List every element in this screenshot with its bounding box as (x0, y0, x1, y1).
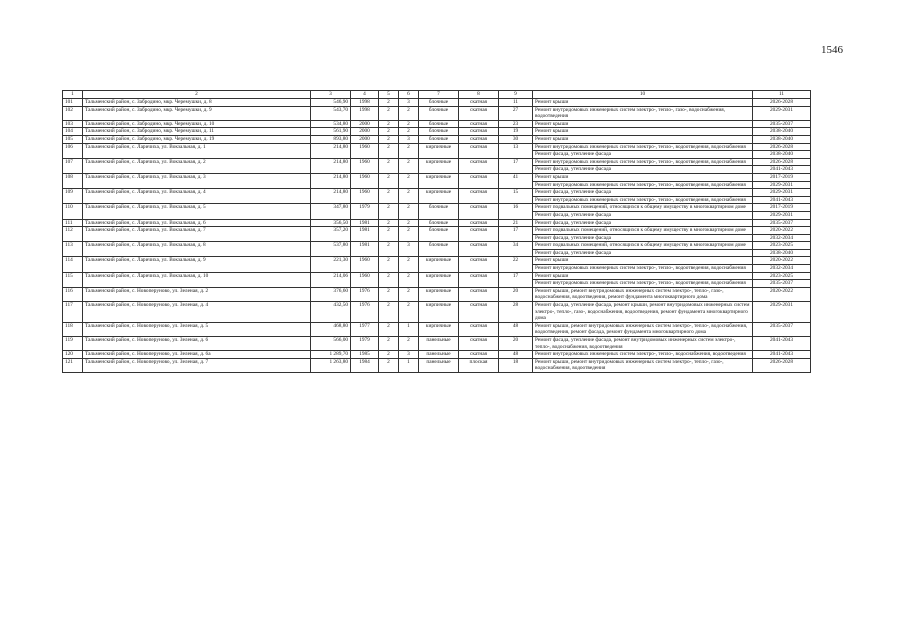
address-cell: Тальменский район, с. Ларичиха, ул. Вокзальная, д. 4 (83, 189, 311, 204)
row-number: 112 (63, 227, 83, 242)
area-cell: 357,20 (311, 227, 351, 242)
year-cell: 1960 (351, 143, 379, 158)
apartments-cell: 21 (499, 219, 533, 227)
work-type-cell: Ремонт фасада, утепление фасада, ремонт крыши, ремонт внутридомовых инженерных систем электро-, тепло-, газо-, водоснабжения, водоотведения, ремонт фундамента многоквартирного дома (533, 302, 753, 323)
row-number: 115 (63, 272, 83, 287)
roof-type-cell: скатная (459, 204, 499, 219)
header-cell: 1 (63, 91, 83, 99)
year-cell: 1981 (351, 242, 379, 257)
year-cell: 1960 (351, 257, 379, 272)
floors-cell: 2 (379, 158, 399, 173)
address-cell: Тальменский район, с. Ларичиха, ул. Вокзальная, д. 6 (83, 219, 311, 227)
entrances-cell: 2 (399, 272, 419, 287)
apartments-cell: 11 (499, 99, 533, 107)
wall-material-cell: панельные (419, 358, 459, 372)
roof-type-cell: скатная (459, 106, 499, 120)
apartments-cell: 27 (499, 106, 533, 120)
work-type-cell: Ремонт крыши, ремонт внутридомовых инженерных систем электро-, тепло-, водоснабжения, водоотведения, ремонт фасада, ремонт фундамента многоквартирного дома (533, 322, 753, 336)
work-type-cell: Ремонт фасада, утепление фасада (533, 189, 753, 197)
apartments-cell: 30 (499, 135, 533, 143)
floors-cell: 2 (379, 120, 399, 128)
wall-material-cell: блочные (419, 242, 459, 257)
period-cell: 2035-2037 (753, 322, 811, 336)
area-cell: 468,80 (311, 322, 351, 336)
row-number: 107 (63, 158, 83, 173)
floors-cell: 2 (379, 128, 399, 136)
row-number: 105 (63, 135, 83, 143)
entrances-cell: 2 (399, 120, 419, 128)
entrances-cell: 2 (399, 302, 419, 323)
work-type-cell: Ремонт подвальных помещений, относящихся к общему имуществу в многоквартирном доме (533, 242, 753, 250)
row-number: 101 (63, 99, 83, 107)
period-cell: 2029-2031 (753, 106, 811, 120)
table-row (63, 189, 811, 197)
roof-type-cell: скатная (459, 287, 499, 301)
period-cell: 2026-2028 (753, 143, 811, 151)
work-type-cell: Ремонт крыши (533, 128, 753, 136)
roof-type-cell: скатная (459, 227, 499, 242)
area-cell: 356,50 (311, 219, 351, 227)
work-type-cell: Ремонт внутридомовых инженерных систем электро-, тепло-, водоотведения, водоснабжения (533, 158, 753, 166)
year-cell: 1998 (351, 106, 379, 120)
address-cell: Тальменский район, с. Новоперуново, ул. Зеленая, д. 7 (83, 358, 311, 372)
year-cell: 1981 (351, 227, 379, 242)
work-type-cell: Ремонт крыши, ремонт внутридомовых инженерных систем электро-, тепло-, газо-, водоснабжения, водоотведения (533, 358, 753, 372)
table-row (63, 99, 811, 107)
area-cell: 546,90 (311, 99, 351, 107)
area-cell: 214,80 (311, 189, 351, 204)
row-number: 114 (63, 257, 83, 272)
roof-type-cell: скатная (459, 302, 499, 323)
table-row (63, 204, 811, 212)
wall-material-cell: кирпичные (419, 173, 459, 188)
row-number: 120 (63, 351, 83, 359)
area-cell: 432,50 (311, 302, 351, 323)
year-cell: 1976 (351, 302, 379, 323)
area-cell: 214,80 (311, 143, 351, 158)
year-cell: 1984 (351, 358, 379, 372)
roof-type-cell: скатная (459, 351, 499, 359)
work-type-cell: Ремонт подвальных помещений, относящихся к общему имуществу в многоквартирном доме (533, 227, 753, 235)
area-cell: 561,90 (311, 128, 351, 136)
header-cell: 8 (459, 91, 499, 99)
work-type-cell: Ремонт крыши (533, 120, 753, 128)
year-cell: 2000 (351, 135, 379, 143)
year-cell: 2000 (351, 120, 379, 128)
header-cell: 7 (419, 91, 459, 99)
address-cell: Тальменский район, с. Ларичиха, ул. Вокзальная, д. 1 (83, 143, 311, 158)
period-cell: 2035-2037 (753, 280, 811, 288)
entrances-cell: 2 (399, 189, 419, 204)
year-cell: 1981 (351, 219, 379, 227)
page-number: 1546 (821, 44, 843, 56)
table-row (63, 120, 811, 128)
row-number: 109 (63, 189, 83, 204)
work-type-cell: Ремонт фасада, утепление фасада (533, 249, 753, 257)
wall-material-cell: кирпичные (419, 302, 459, 323)
wall-material-cell: кирпичные (419, 257, 459, 272)
work-type-cell: Ремонт фасада, утепление фасада (533, 166, 753, 174)
period-cell: 2026-2028 (753, 158, 811, 166)
table-row (63, 257, 811, 265)
roof-type-cell: скатная (459, 120, 499, 128)
period-cell: 2035-2037 (753, 219, 811, 227)
table-row (63, 158, 811, 166)
area-cell: 347,80 (311, 204, 351, 219)
floors-cell: 2 (379, 351, 399, 359)
roof-type-cell: скатная (459, 272, 499, 287)
row-number: 116 (63, 287, 83, 301)
wall-material-cell: кирпичные (419, 272, 459, 287)
period-cell: 2038-2040 (753, 151, 811, 159)
roof-type-cell: скатная (459, 143, 499, 158)
year-cell: 1979 (351, 337, 379, 351)
entrances-cell: 1 (399, 322, 419, 336)
apartments-cell: 13 (499, 143, 533, 158)
row-number: 104 (63, 128, 83, 136)
year-cell: 1998 (351, 99, 379, 107)
work-type-cell: Ремонт крыши (533, 173, 753, 181)
apartments-cell: 17 (499, 158, 533, 173)
wall-material-cell: блочные (419, 99, 459, 107)
roof-type-cell: скатная (459, 257, 499, 272)
year-cell: 1985 (351, 351, 379, 359)
period-cell: 2041-2043 (753, 166, 811, 174)
roof-type-cell: скатная (459, 322, 499, 336)
work-type-cell: Ремонт фасада, утепление фасада (533, 219, 753, 227)
area-cell: 537,80 (311, 242, 351, 257)
address-cell: Тальменский район, с. Ларичиха, ул. Вокзальная, д. 2 (83, 158, 311, 173)
address-cell: Тальменский район, с. Забродино, мкр. Черемушки, д. 19 (83, 135, 311, 143)
area-cell: 376,60 (311, 287, 351, 301)
entrances-cell: 3 (399, 99, 419, 107)
header-cell: 6 (399, 91, 419, 99)
table-row (63, 322, 811, 336)
row-number: 103 (63, 120, 83, 128)
header-cell: 3 (311, 91, 351, 99)
period-cell: 2029-2031 (753, 211, 811, 219)
overhaul-table (62, 90, 811, 373)
floors-cell: 2 (379, 337, 399, 351)
area-cell: 534,80 (311, 120, 351, 128)
period-cell: 2038-2040 (753, 128, 811, 136)
apartments-cell: 15 (499, 189, 533, 204)
wall-material-cell: блочные (419, 135, 459, 143)
period-cell: 2029-2031 (753, 181, 811, 189)
address-cell: Тальменский район, с. Новоперуново, ул. Зеленая, д. 5 (83, 322, 311, 336)
row-number: 110 (63, 204, 83, 219)
header-cell: 10 (533, 91, 753, 99)
work-type-cell: Ремонт внутридомовых инженерных систем электро-, тепло-, газо-, водоснабжения, водоотведения (533, 106, 753, 120)
wall-material-cell: блочные (419, 120, 459, 128)
table-body (63, 91, 811, 373)
apartments-cell: 17 (499, 227, 533, 242)
roof-type-cell: скатная (459, 242, 499, 257)
table-row (63, 358, 811, 372)
entrances-cell: 2 (399, 128, 419, 136)
table-row (63, 302, 811, 323)
period-cell: 2023-2025 (753, 272, 811, 280)
table-row (63, 351, 811, 359)
floors-cell: 2 (379, 358, 399, 372)
entrances-cell: 2 (399, 173, 419, 188)
wall-material-cell: панельные (419, 351, 459, 359)
work-type-cell: Ремонт фасада, утепление фасада (533, 211, 753, 219)
wall-material-cell: кирпичные (419, 143, 459, 158)
address-cell: Тальменский район, с. Новоперуново, ул. Зеленая, д. 6а (83, 351, 311, 359)
address-cell: Тальменский район, с. Ларичиха, ул. Вокзальная, д. 7 (83, 227, 311, 242)
table-row (63, 272, 811, 280)
entrances-cell: 2 (399, 204, 419, 219)
table-row (63, 173, 811, 181)
floors-cell: 2 (379, 106, 399, 120)
roof-type-cell: плоская (459, 358, 499, 372)
table-row (63, 242, 811, 250)
wall-material-cell: блочные (419, 219, 459, 227)
period-cell: 2017-2019 (753, 204, 811, 212)
apartments-cell: 28 (499, 302, 533, 323)
roof-type-cell: скатная (459, 189, 499, 204)
period-cell: 2032-2034 (753, 234, 811, 242)
apartments-cell: 17 (499, 272, 533, 287)
entrances-cell: 2 (399, 158, 419, 173)
floors-cell: 2 (379, 227, 399, 242)
area-cell: 221,30 (311, 257, 351, 272)
row-number: 117 (63, 302, 83, 323)
row-number: 113 (63, 242, 83, 257)
table-row (63, 135, 811, 143)
period-cell: 2020-2022 (753, 257, 811, 265)
row-number: 121 (63, 358, 83, 372)
roof-type-cell: скатная (459, 173, 499, 188)
period-cell: 2038-2040 (753, 249, 811, 257)
apartments-cell: 48 (499, 351, 533, 359)
year-cell: 1979 (351, 204, 379, 219)
entrances-cell: 2 (399, 219, 419, 227)
roof-type-cell: скатная (459, 128, 499, 136)
entrances-cell: 3 (399, 135, 419, 143)
period-cell: 2029-2031 (753, 189, 811, 197)
row-number: 102 (63, 106, 83, 120)
floors-cell: 2 (379, 204, 399, 219)
entrances-cell: 2 (399, 287, 419, 301)
entrances-cell: 2 (399, 227, 419, 242)
floors-cell: 2 (379, 99, 399, 107)
address-cell: Тальменский район, с. Забродино, мкр. Черемушки, д. 10 (83, 120, 311, 128)
table-row (63, 227, 811, 235)
roof-type-cell: скатная (459, 219, 499, 227)
wall-material-cell: блочные (419, 106, 459, 120)
apartments-cell: 41 (499, 173, 533, 188)
area-cell: 543,70 (311, 106, 351, 120)
area-cell: 214,06 (311, 272, 351, 287)
year-cell: 1960 (351, 189, 379, 204)
apartments-cell: 23 (499, 120, 533, 128)
entrances-cell: 2 (399, 257, 419, 272)
address-cell: Тальменский район, с. Ларичиха, ул. Вокзальная, д. 5 (83, 204, 311, 219)
work-type-cell: Ремонт фасада, утепление фасада (533, 151, 753, 159)
row-number: 119 (63, 337, 83, 351)
period-cell: 2017-2019 (753, 173, 811, 181)
row-number: 106 (63, 143, 83, 158)
period-cell: 2038-2040 (753, 135, 811, 143)
floors-cell: 2 (379, 242, 399, 257)
address-cell: Тальменский район, с. Ларичиха, ул. Вокзальная, д. 8 (83, 242, 311, 257)
period-cell: 2029-2031 (753, 302, 811, 323)
wall-material-cell: кирпичные (419, 287, 459, 301)
address-cell: Тальменский район, с. Ларичиха, ул. Вокзальная, д. 10 (83, 272, 311, 287)
work-type-cell: Ремонт внутридомовых инженерных систем электро-, тепло-, водоснабжения, водоотведения (533, 351, 753, 359)
wall-material-cell: блочные (419, 204, 459, 219)
apartments-cell: 48 (499, 322, 533, 336)
period-cell: 2035-2037 (753, 120, 811, 128)
period-cell: 2032-2034 (753, 265, 811, 273)
floors-cell: 2 (379, 143, 399, 158)
header-cell: 5 (379, 91, 399, 99)
work-type-cell: Ремонт крыши (533, 99, 753, 107)
period-cell: 2041-2043 (753, 337, 811, 351)
floors-cell: 2 (379, 219, 399, 227)
header-cell: 2 (83, 91, 311, 99)
year-cell: 2000 (351, 128, 379, 136)
header-row (63, 91, 811, 99)
apartments-cell: 20 (499, 337, 533, 351)
address-cell: Тальменский район, с. Новоперуново, ул. Зеленая, д. 6 (83, 337, 311, 351)
work-type-cell: Ремонт фасада, утепление фасада (533, 234, 753, 242)
work-type-cell: Ремонт фасада, утепление фасада, ремонт внутридомовых инженерных систем электро-, тепло-, водоснабжения, водоотведения (533, 337, 753, 351)
area-cell: 566,00 (311, 337, 351, 351)
floors-cell: 2 (379, 257, 399, 272)
row-number: 108 (63, 173, 83, 188)
period-cell: 2020-2022 (753, 287, 811, 301)
work-type-cell: Ремонт крыши (533, 135, 753, 143)
apartments-cell: 20 (499, 287, 533, 301)
address-cell: Тальменский район, с. Забродино, мкр. Черемушки, д. 9 (83, 106, 311, 120)
entrances-cell: 3 (399, 242, 419, 257)
floors-cell: 2 (379, 322, 399, 336)
wall-material-cell: кирпичные (419, 158, 459, 173)
year-cell: 1960 (351, 173, 379, 188)
table-row (63, 143, 811, 151)
wall-material-cell: блочные (419, 128, 459, 136)
apartments-cell: 18 (499, 358, 533, 372)
table-row (63, 287, 811, 301)
work-type-cell: Ремонт крыши, ремонт внутридомовых инженерных систем электро-, тепло-, газо-, водоснабжения, водоотведения, ремонт фундамента многоквартирного дома (533, 287, 753, 301)
wall-material-cell: кирпичные (419, 189, 459, 204)
area-cell: 214,80 (311, 158, 351, 173)
floors-cell: 2 (379, 173, 399, 188)
year-cell: 1960 (351, 272, 379, 287)
floors-cell: 2 (379, 135, 399, 143)
period-cell: 2026-2028 (753, 358, 811, 372)
row-number: 111 (63, 219, 83, 227)
address-cell: Тальменский район, с. Забродино, мкр. Черемушки, д. 11 (83, 128, 311, 136)
roof-type-cell: скатная (459, 158, 499, 173)
work-type-cell: Ремонт крыши (533, 257, 753, 265)
row-number: 118 (63, 322, 83, 336)
area-cell: 1 289,70 (311, 351, 351, 359)
work-type-cell: Ремонт внутридомовых инженерных систем электро-, тепло-, водоотведения, водоснабжения (533, 196, 753, 204)
floors-cell: 2 (379, 302, 399, 323)
area-cell: 214,80 (311, 173, 351, 188)
work-type-cell: Ремонт внутридомовых инженерных систем электро-, тепло-, водоотведения, водоснабжения (533, 181, 753, 189)
period-cell: 2020-2022 (753, 227, 811, 235)
wall-material-cell: панельные (419, 337, 459, 351)
work-type-cell: Ремонт внутридомовых инженерных систем электро-, тепло-, водоотведения, водоснабжения (533, 280, 753, 288)
apartments-cell: 34 (499, 242, 533, 257)
entrances-cell: 2 (399, 337, 419, 351)
year-cell: 1976 (351, 287, 379, 301)
year-cell: 1977 (351, 322, 379, 336)
apartments-cell: 16 (499, 204, 533, 219)
overhaul-table-container (62, 90, 810, 373)
wall-material-cell: кирпичные (419, 322, 459, 336)
period-cell: 2023-2025 (753, 242, 811, 250)
address-cell: Тальменский район, с. Новоперуново, ул. Зеленая, д. 2 (83, 287, 311, 301)
entrances-cell: 2 (399, 143, 419, 158)
header-cell: 11 (753, 91, 811, 99)
address-cell: Тальменский район, с. Ларичиха, ул. Вокзальная, д. 9 (83, 257, 311, 272)
work-type-cell: Ремонт внутридомовых инженерных систем электро-, тепло-, водоотведения, водоснабжения (533, 143, 753, 151)
floors-cell: 2 (379, 287, 399, 301)
table-row (63, 128, 811, 136)
roof-type-cell: скатная (459, 135, 499, 143)
year-cell: 1960 (351, 158, 379, 173)
area-cell: 893,80 (311, 135, 351, 143)
area-cell: 1 263,80 (311, 358, 351, 372)
apartments-cell: 19 (499, 128, 533, 136)
table-row (63, 337, 811, 351)
wall-material-cell: блочные (419, 227, 459, 242)
address-cell: Тальменский район, с. Забродино, мкр. Черемушки, д. 8 (83, 99, 311, 107)
work-type-cell: Ремонт подвальных помещений, относящихся к общему имуществу в многоквартирном доме (533, 204, 753, 212)
entrances-cell: 2 (399, 106, 419, 120)
entrances-cell: 3 (399, 351, 419, 359)
table-row (63, 219, 811, 227)
entrances-cell: 1 (399, 358, 419, 372)
roof-type-cell: скатная (459, 99, 499, 107)
floors-cell: 2 (379, 272, 399, 287)
roof-type-cell: скатная (459, 337, 499, 351)
table-row (63, 106, 811, 120)
address-cell: Тальменский район, с. Новоперуново, ул. Зеленая, д. 4 (83, 302, 311, 323)
work-type-cell: Ремонт крыши (533, 272, 753, 280)
period-cell: 2041-2043 (753, 196, 811, 204)
period-cell: 2026-2028 (753, 99, 811, 107)
floors-cell: 2 (379, 189, 399, 204)
header-cell: 4 (351, 91, 379, 99)
period-cell: 2041-2043 (753, 351, 811, 359)
work-type-cell: Ремонт внутридомовых инженерных систем электро-, тепло-, водоотведения, водоснабжения (533, 265, 753, 273)
header-cell: 9 (499, 91, 533, 99)
address-cell: Тальменский район, с. Ларичиха, ул. Вокзальная, д. 3 (83, 173, 311, 188)
apartments-cell: 22 (499, 257, 533, 272)
